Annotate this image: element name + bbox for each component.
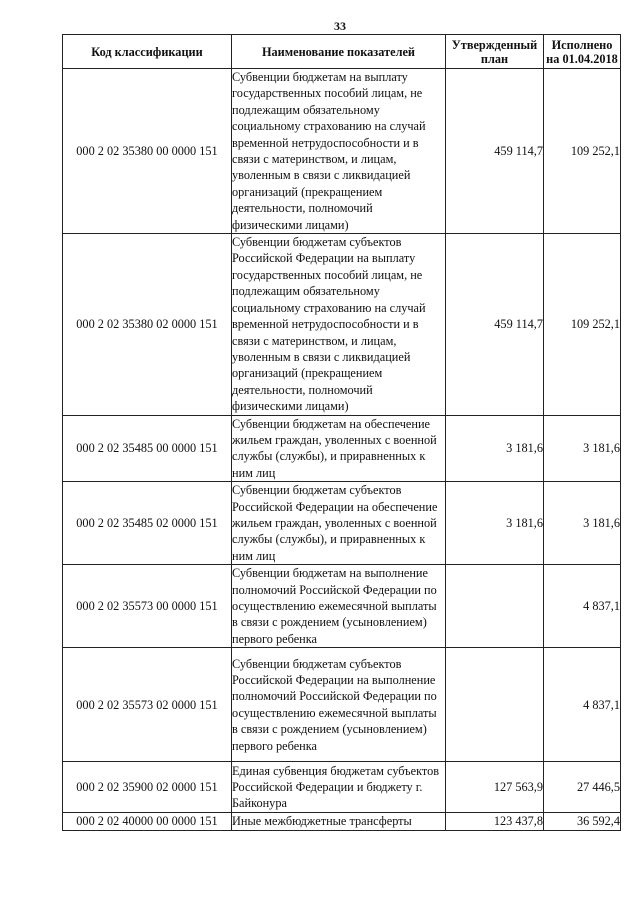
row-plan — [446, 565, 544, 648]
table-header-row — [63, 35, 621, 69]
row-executed: 4 837,1 — [544, 648, 621, 762]
row-executed: 3 181,6 — [544, 415, 621, 482]
table-row — [63, 813, 621, 830]
budget-table — [62, 34, 621, 831]
row-name: Иные межбюджетные трансферты — [232, 813, 446, 830]
header-executed — [544, 35, 621, 69]
row-executed: 27 446,5 — [544, 762, 621, 813]
row-plan — [446, 648, 544, 762]
table-row — [63, 762, 621, 813]
table-row — [63, 415, 621, 482]
row-plan: 127 563,9 — [446, 762, 544, 813]
table-row — [63, 482, 621, 565]
row-code: 000 2 02 35485 02 0000 151 — [63, 482, 232, 565]
row-name: Субвенции бюджетам субъектов Российской Федерации на обеспечение жильем граждан, уволенных с военной службы (службы), и приравненных к ним лиц — [232, 482, 446, 565]
row-executed: 109 252,1 — [544, 69, 621, 234]
row-name: Единая субвенция бюджетам субъектов Российской Федерации и бюджету г. Байконура — [232, 762, 446, 813]
table-row — [63, 648, 621, 762]
table-row — [63, 234, 621, 415]
row-code: 000 2 02 35380 00 0000 151 — [63, 69, 232, 234]
header-executed-line2: на 01.04.2018 — [546, 51, 618, 66]
header-name: Наименование показателей — [232, 35, 446, 69]
row-plan: 3 181,6 — [446, 415, 544, 482]
row-name: Субвенции бюджетам на выплату государственных пособий лицам, не подлежащим обязательному социальному страхованию на случай временной нетрудоспособности и в связи с материнством, и лицам, уволенным в связи с ликвидацией организаций (прекращением деятельности, полномочий физическими лицами) — [232, 69, 446, 234]
row-code: 000 2 02 40000 00 0000 151 — [63, 813, 232, 830]
row-executed: 3 181,6 — [544, 482, 621, 565]
row-plan: 459 114,7 — [446, 234, 544, 415]
row-code: 000 2 02 35900 02 0000 151 — [63, 762, 232, 813]
row-code: 000 2 02 35573 00 0000 151 — [63, 565, 232, 648]
row-code: 000 2 02 35485 00 0000 151 — [63, 415, 232, 482]
row-code: 000 2 02 35380 02 0000 151 — [63, 234, 232, 415]
header-plan: Утвержденный план — [446, 35, 544, 69]
row-name: Субвенции бюджетам на обеспечение жильем граждан, уволенных с военной службы (службы), и приравненных к ним лиц — [232, 415, 446, 482]
page-number: 33 — [334, 19, 346, 33]
row-plan: 459 114,7 — [446, 69, 544, 234]
table-row — [63, 69, 621, 234]
row-name: Субвенции бюджетам на выполнение полномочий Российской Федерации по осуществлению ежемесячной выплаты в связи с рождением (усыновлением) первого ребенка — [232, 565, 446, 648]
row-code: 000 2 02 35573 02 0000 151 — [63, 648, 232, 762]
row-name: Субвенции бюджетам субъектов Российской Федерации на выплату государственных пособий лицам, не подлежащим обязательному социальному страхованию на случай временной нетрудоспособности и в связи с материнством, и лицам, уволенным в связи с ликвидацией организаций (прекращением деятельности, полномочий физическими лицами) — [232, 234, 446, 415]
table-row — [63, 565, 621, 648]
row-executed: 4 837,1 — [544, 565, 621, 648]
header-executed-line1: Исполнено — [551, 37, 613, 52]
row-executed: 109 252,1 — [544, 234, 621, 415]
row-executed: 36 592,4 — [544, 813, 621, 830]
row-plan: 123 437,8 — [446, 813, 544, 830]
header-code: Код классификации — [63, 35, 232, 69]
row-plan: 3 181,6 — [446, 482, 544, 565]
row-name: Субвенции бюджетам субъектов Российской Федерации на выполнение полномочий Российской Федерации по осуществлению ежемесячной выплаты в связи с рождением (усыновлением) первого ребенка — [232, 648, 446, 762]
